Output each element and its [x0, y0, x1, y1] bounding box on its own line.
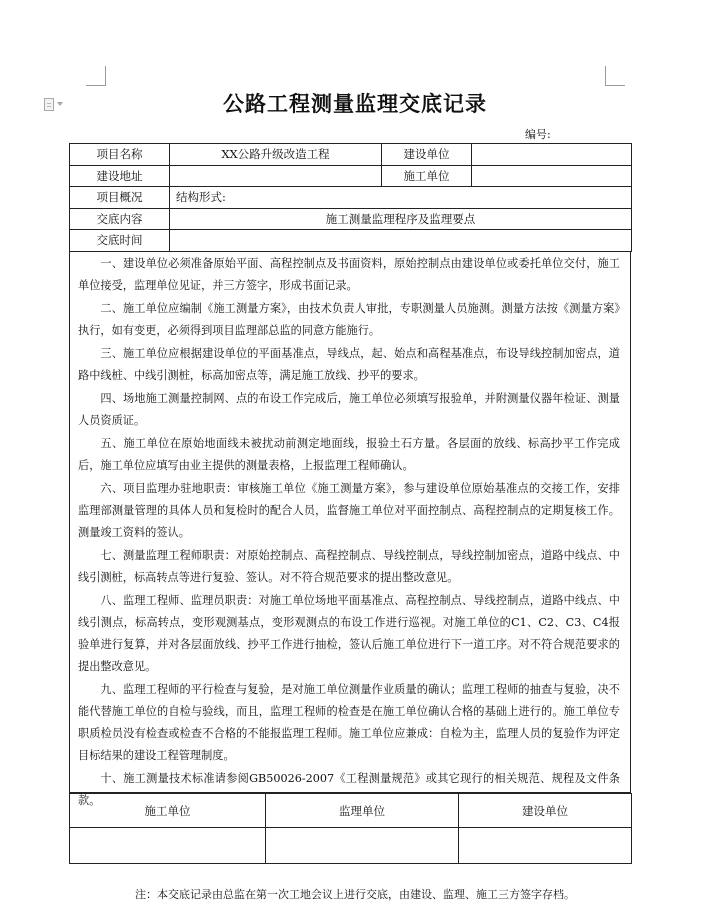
table-row — [70, 187, 632, 209]
page-corner-mark-top-right — [605, 66, 625, 86]
paragraph-6: 六、项目监理办驻地职责：审核施工单位《施工测量方案》，参与建设单位原始基准点的交接工作，安排监理部测量管理的具体人员和复检时的配合人员，监督施工单位对平面控制点、高程控制点的定期复核工作。测量竣工资料的签认。 — [78, 482, 620, 539]
paragraph-7: 七、测量监理工程师职责：对原始控制点、高程控制点、导线控制点，导线控制加密点，道路中线点、中线引测桩，标高转点等进行复验、签认。对不符合规范要求的提出整改意见。 — [78, 549, 620, 584]
sign-builder-label: 建设单位 — [459, 794, 632, 828]
paragraph-5: 五、施工单位在原始地面线未被扰动前测定地面线，报验土石方量。各层面的放线、标高抄平工作完成后，施工单位应填写由业主提供的测量表格，上报监理工程师确认。 — [78, 437, 620, 472]
paragraph-1: 一、建设单位必须准备原始平面、高程控制点及书面资料，原始控制点由建设单位或委托单位交付，施工单位接受，监理单位见证，并三方签字，形成书面记录。 — [78, 257, 620, 292]
sign-contractor-cell — [70, 828, 266, 864]
table-row — [70, 230, 632, 252]
disclosure-content — [69, 251, 631, 807]
sign-supervisor-label: 监理单位 — [266, 794, 459, 828]
table-row — [70, 208, 632, 230]
sign-contractor-label: 施工单位 — [70, 794, 266, 828]
overview-value: 结构形式: — [170, 187, 632, 209]
page-corner-mark-top-left — [86, 66, 106, 86]
table-row — [70, 165, 632, 187]
sign-supervisor-cell — [266, 828, 459, 864]
content-label: 交底内容 — [70, 208, 170, 230]
overview-label: 项目概况 — [70, 187, 170, 209]
paragraph-8: 八、监理工程师、监理员职责：对施工单位场地平面基准点、高程控制点、导线控制点，道路中线点、中线引测点，标高转点，变形观测基点，变形观测点的布设工作进行巡视。对施工单位的C1、C2、C3、C4报验单进行复算，并对各层面放线、抄平工作进行抽检，签认后施工单位进行下一道工序。对不符合规范要求的提出整改意见。 — [78, 594, 620, 673]
contractor-value — [472, 165, 632, 187]
builder-unit-label: 建设单位 — [382, 144, 472, 166]
paragraph-9: 九、监理工程师的平行检查与复验，是对施工单位测量作业质量的确认；监理工程师的抽查与复验，决不能代替施工单位的自检与验线，而且，监理工程师的检查是在施工单位确认合格的基础上进行的。施工单位专职质检员没有检查或检查不合格的不能报监理工程师。施工单位应兼成：自检为主，监理人员的复验作为评定目标结果的建设工程管理制度。 — [78, 683, 620, 762]
builder-unit-value — [472, 144, 632, 166]
document-title: 公路工程测量监理交底记录 — [223, 91, 487, 116]
paragraph-3: 三、施工单位应根据建设单位的平面基准点，导线点，起、始点和高程基准点，布设导线控制加密点，道路中线桩、中线引测桩，标高加密点等，满足施工放线、抄平的要求。 — [78, 347, 620, 382]
time-value — [170, 230, 632, 252]
address-label: 建设地址 — [70, 165, 170, 187]
project-name-value: XX公路升级改造工程 — [170, 144, 382, 166]
paragraph-4: 四、场地施工测量控制网、点的布设工作完成后，施工单位必须填写报验单，并附测量仪器年检证、测量人员资质证。 — [78, 392, 620, 427]
document-number-label: 编号: — [525, 128, 551, 141]
paragraph-10: 十、施工测量技术标准请参阅GB50026-2007《工程测量规范》或其它现行的相关规范、规程及文件条款。 — [78, 772, 620, 807]
table-row — [70, 144, 632, 166]
project-name-label: 项目名称 — [70, 144, 170, 166]
contractor-label: 施工单位 — [382, 165, 472, 187]
time-label: 交底时间 — [70, 230, 170, 252]
info-table — [69, 143, 632, 252]
table-row — [70, 828, 632, 864]
footnote: 注：本交底记录由总监在第一次工地会议上进行交底，由建设、监理、施工三方签字存档。 — [135, 888, 575, 901]
content-value: 施工测量监理程序及监理要点 — [170, 208, 632, 230]
table-row — [70, 794, 632, 828]
sign-builder-cell — [459, 828, 632, 864]
address-value — [170, 165, 382, 187]
signature-table — [69, 793, 632, 864]
paragraph-2: 二、施工单位应编制《施工测量方案》，由技术负责人审批，专职测量人员施测。测量方法按《测量方案》执行，如有变更，必须得到项目监理部总监的同意方能施行。 — [78, 302, 620, 337]
